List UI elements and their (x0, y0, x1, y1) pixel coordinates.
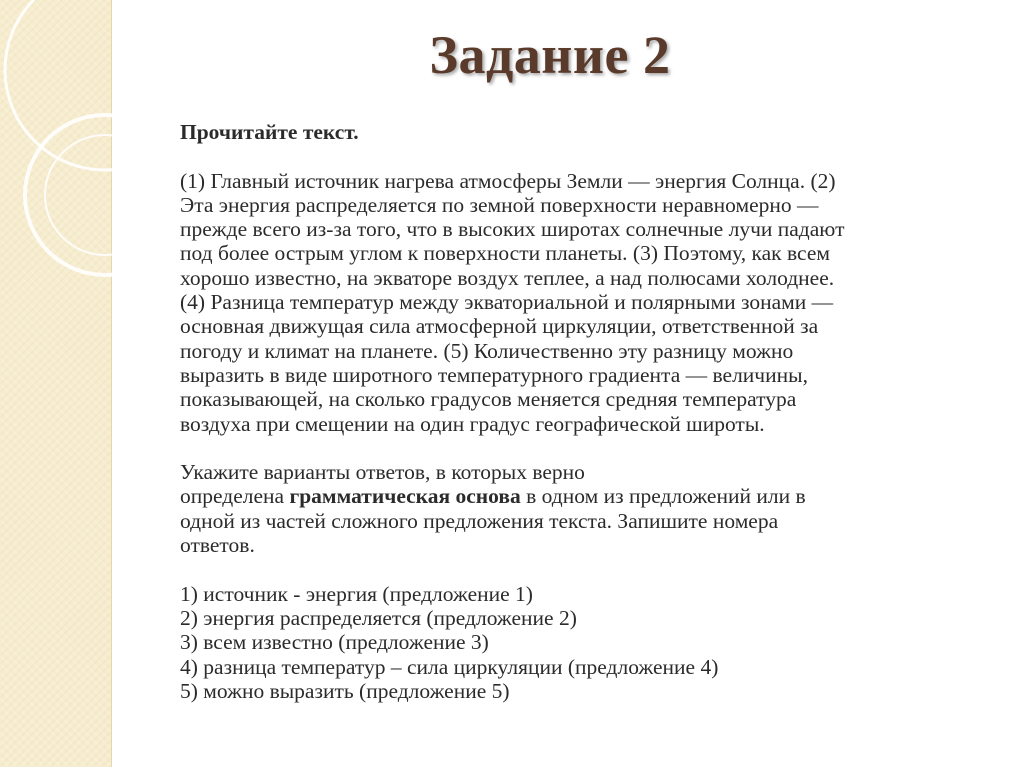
answer-option: 2) энергия распределяется (предложение 2) (180, 605, 577, 630)
answer-option: 1) источник - энергия (предложение 1) (180, 581, 533, 606)
answer-option: 4) разница температур – сила циркуляции (предложение 4) (180, 654, 719, 679)
passage-line: Эта энергия распределяется по земной поверхности неравномерно — (180, 192, 819, 217)
passage-line: выразить в виде широтного температурного градиента — величины, (180, 362, 808, 387)
passage-line: хорошо известно, на экваторе воздух теплее, а над полюсами холоднее. (180, 265, 835, 290)
decorative-side-panel (0, 0, 112, 767)
task-line: ответов. (180, 533, 255, 558)
task-line: одной из частей сложного предложения текста. Запишите номера (180, 508, 779, 533)
passage-line: показывающей, на сколько градусов меняется средняя температура (180, 387, 797, 412)
passage-line: воздуха при смещении на один градус географической широты. (180, 411, 765, 436)
passage-line: (1) Главный источник нагрева атмосферы Земли — энергия Солнца. (2) (180, 168, 836, 193)
answer-options (180, 582, 980, 703)
answer-option: 3) всем известно (предложение 3) (180, 630, 489, 655)
task-text: определена (180, 484, 290, 509)
task-line: Укажите варианты ответов, в которых верно (180, 460, 585, 485)
grammatical-basis-term: грамматическая основа (289, 484, 521, 509)
task-instructions (180, 460, 980, 557)
passage-line: прежде всего из-за того, что в высоких широтах солнечные лучи падают (180, 217, 845, 242)
passage-line: основная движущая сила атмосферной циркуляции, ответственной за (180, 314, 819, 339)
slide-content (180, 120, 980, 703)
passage-line: (4) Разница температур между экваториальной и полярными зонами — (180, 290, 834, 315)
reading-passage (180, 169, 980, 436)
slide-title: Задание 2 (429, 25, 671, 85)
task-line (180, 484, 980, 508)
passage-line: под более острым углом к поверхности планеты. (3) Поэтому, как всем (180, 241, 830, 266)
passage-line: погоду и климат на планете. (5) Количественно эту разницу можно (180, 338, 794, 363)
instruction-heading: Прочитайте текст. (180, 120, 359, 144)
task-text: в одном из предложений или в (520, 484, 806, 509)
answer-option: 5) можно выразить (предложение 5) (180, 678, 510, 703)
